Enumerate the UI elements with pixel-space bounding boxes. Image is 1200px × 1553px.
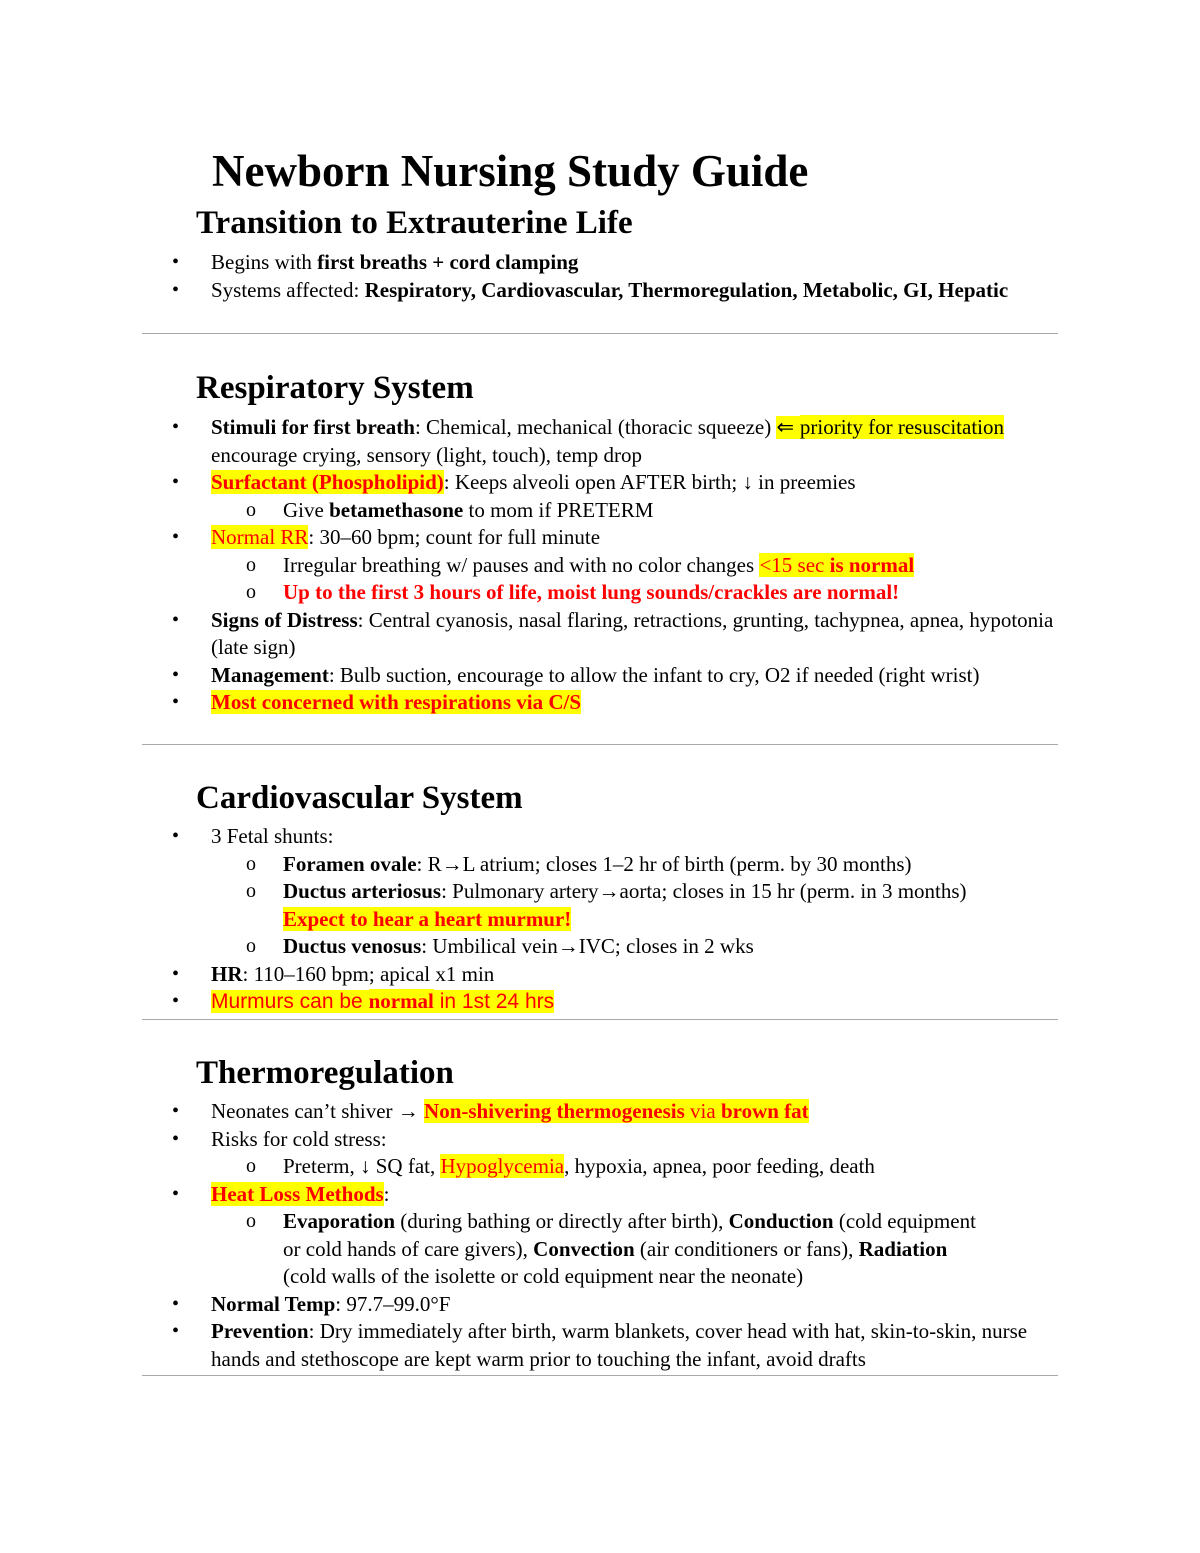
list-item: • Normal RR: 30–60 bpm; count for full minute [0,524,1071,552]
section-title-respiratory: Respiratory System [196,370,474,406]
list-item: • Systems affected: Respiratory, Cardiovascular, Thermoregulation, Metabolic, GI, Hepatic [0,277,1041,305]
section-title-transition: Transition to Extrauterine Life [196,205,633,241]
section-title-thermoregulation: Thermoregulation [196,1055,454,1091]
list-item: • Heat Loss Methods: [0,1181,1071,1209]
thermoregulation-list [0,1098,1200,1373]
list-item: • HR: 110–160 bpm; apical x1 min [0,961,1071,989]
section-divider [142,333,1058,334]
list-item: o Ductus venosus: Umbilical vein→IVC; closes in 2 wks [0,933,1073,961]
list-item: • Most concerned with respirations via C/S [0,689,1071,717]
section-divider [142,1019,1058,1020]
list-item: • Stimuli for first breath: Chemical, mechanical (thoracic squeeze) ⇐ priority for resuscitation encourage crying, sensory (light, touch), temp drop [0,414,1071,469]
list-item: • Risks for cold stress: [0,1126,1071,1154]
document-title: Newborn Nursing Study Guide [212,146,809,196]
list-item: • Management: Bulb suction, encourage to allow the infant to cry, O2 if needed (right wrist) [0,662,1071,690]
respiratory-list [0,414,1200,717]
transition-list [0,249,1200,304]
list-item: o Evaporation (during bathing or directly after birth), Conduction (cold equipment or cold hands of care givers), Convection (air conditioners or fans), Radiation (cold walls of the isolette or cold equipment near the neonate) [0,1208,983,1291]
list-item: • Murmurs can be normal in 1st 24 hrs [0,988,1071,1016]
list-item: o Ductus arteriosus: Pulmonary artery→aorta; closes in 15 hr (perm. in 3 months) [0,878,1073,906]
list-item: o Preterm, ↓ SQ fat, Hypoglycemia, hypoxia, apnea, poor feeding, death [0,1153,1073,1181]
list-item: • Neonates can’t shiver → Non-shivering thermogenesis via brown fat [0,1098,1071,1126]
list-item: • Signs of Distress: Central cyanosis, nasal flaring, retractions, grunting, tachypnea, apnea, hypotonia (late sign) [0,607,1071,662]
list-item: • 3 Fetal shunts: [0,823,1071,851]
list-item: • Prevention: Dry immediately after birth, warm blankets, cover head with hat, skin-to-skin, nurse hands and stethoscope are kept warm prior to touching the infant, avoid drafts [0,1318,1061,1373]
list-item: o Foramen ovale: R→L atrium; closes 1–2 hr of birth (perm. by 30 months) [0,851,1073,879]
section-title-cardiovascular: Cardiovascular System [196,780,523,816]
list-item: o Irregular breathing w/ pauses and with no color changes <15 sec is normal [0,552,1073,580]
list-item: • Begins with first breaths + cord clamping [0,249,1071,277]
section-divider [142,744,1058,745]
section-divider [142,1375,1058,1376]
list-item: o Give betamethasone to mom if PRETERM [0,497,1073,525]
list-item: • Surfactant (Phospholipid): Keeps alveoli open AFTER birth; ↓ in preemies [0,469,1071,497]
list-item: Expect to hear a heart murmur! [283,906,572,931]
list-item: • Normal Temp: 97.7–99.0°F [0,1291,1071,1319]
cardiovascular-list [0,823,1200,1016]
list-item: o Up to the first 3 hours of life, moist lung sounds/crackles are normal! [0,579,1073,607]
